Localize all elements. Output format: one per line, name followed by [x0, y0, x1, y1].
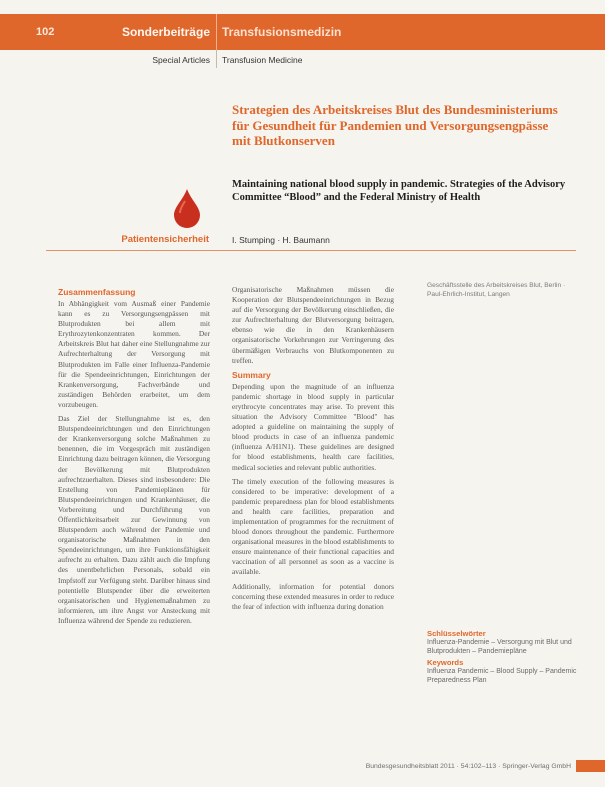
summary-paragraph: The timely execution of the following measures is considered to be imperative: development of a pandemic preparedness plan for blood establishments and health care facilities, preparation and implementation of programmes for the recruitment of blood donors throughout the pandemic. Furthermore organisational measures in the blood establishments to ensure maintenance of their functional capacities and vaccination of all personnel as soon as a vaccine is available.	[232, 476, 394, 577]
subheader-divider	[216, 50, 217, 68]
authors: I. Stumping · H. Baumann	[232, 235, 330, 245]
header-divider	[216, 14, 217, 50]
summary-heading: Summary	[232, 369, 271, 380]
section-label-de: Sonderbeiträge	[121, 25, 210, 39]
keywords-heading-en: Keywords	[427, 658, 464, 667]
blood-drop-icon	[172, 188, 202, 228]
abstract-column-en	[232, 285, 394, 616]
footer-accent-bar	[576, 760, 605, 772]
keywords-en: Influenza Pandemic – Blood Supply – Pandemic Preparedness Plan	[427, 668, 577, 684]
keywords-box	[427, 629, 577, 687]
journal-footer: Bundesgesundheitsblatt 2011 · 54:102–113 · Springer-Verlag GmbH	[365, 763, 571, 770]
section-label-en: Special Articles	[152, 55, 210, 65]
top-header-bar	[0, 14, 605, 50]
rubric-label: Patientensicherheit	[121, 234, 209, 245]
page-number: 102	[36, 26, 55, 38]
keywords-heading-de: Schlüsselwörter	[427, 629, 486, 638]
abstract-paragraph: Das Ziel der Stellungnahme ist es, den Blutspendeeinrichtungen und den Einrichtungen der Krankenversorgung solche Maßnahmen zu benennen, die im Vorgespräch mit zuständigen Einrichtung dazu beitragen können, die Versorgung der Bevölkerung mit Blutprodukten aufrechtzuerhalten. Dieses sind insbesondere: Die Erstellung von Pandemieplänen für Blutspendeeinrichtungen und Krankenhäuser, die Vorbereitung und Durchführung von Öffentlichkeitsarbeit zur Gewinnung von Blutspendern auch während der Pandemie und organisatorische Maßnahmen in den Spendeeinrichtungen, um ihre Funktionsfähigkeit aufrecht zu erhalten. Dazu zählt auch die Impfung des unentbehrlichen Personals, sobald ein Impfstoff zur Verfügung steht. Darüber hinaus sind potentielle Blutspender über die erweiterten organisatorischen und Hygienemaßnahmen zu informieren, um ihre Angst vor Ansteckung mit Influenza während der Spende zu reduzieren.	[58, 414, 211, 625]
abstract-paragraph: In Abhängigkeit vom Ausmaß einer Pandemie kann es zu Versorgungsengpässen mit Blutprodukten bei allem mit Erythrozytenkonzentraten kommen. Der Arbeitskreis Blut hat daher eine Stellungnahme zur Aufrechterhaltung der Versorgung mit Blutprodukten im Falle einer Influenza-Pandemie für die Spendeeinrichtungen, Einrichtungen der Krankenversorgung, Fachverbände und zuständigen Behörden erarbeitet, um dem vorzubeugen.	[58, 299, 210, 409]
abstract-heading-de: Zusammenfassung	[58, 287, 136, 297]
summary-paragraph: Additionally, information for potential donors concerning these extended measures in order to reduce the fear of infection with influenza during donation	[232, 581, 394, 611]
summary-paragraph: Depending upon the magnitude of an influenza pandemic shortage in blood supply in particular erythrocyte concentrates may arise. To prevent this situation the Advisory Committee "Blood" has adopted a guideline on maintaining the supply of blood products in case of an influenza pandemic (influenza A/H1N1). These guidelines are designed for blood establishments, health care facilities, medical societies and relevant public authorities.	[232, 381, 394, 472]
article-title-en: Maintaining national blood supply in pandemic. Strategies of the Advisory Committee “Blood” and the Federal Ministry of Health	[232, 179, 566, 203]
header-rule	[46, 250, 576, 251]
abstract-paragraph: Organisatorische Maßnahmen müssen die Kooperation der Blutspendeeinrichtungen in Bezug auf die Versorgung der Bevölkerung einschließen, die zur Aufrechterhaltung der Blutversorgung beitragen, ebenso wie die in den Krankenhäusern organisatorische Vorkehrungen zur Verringerung des übermäßigen Verbrauchs von Blutkomponenten zu treffen.	[232, 285, 394, 365]
category-label-en: Transfusion Medicine	[222, 55, 303, 65]
abstract-column-de	[58, 287, 210, 630]
article-title-de: Strategien des Arbeitskreises Blut des Bundesministeriums für Gesundheit für Pandemien und Versorgungsengpässe mit Blutkonserven	[232, 102, 558, 148]
keywords-de: Influenza-Pandemie – Versorgung mit Blut und Blutprodukten – Pandemiepläne	[427, 639, 572, 655]
author-affiliation: Geschäftsstelle des Arbeitskreises Blut, Berlin · Paul-Ehrlich-Institut, Langen	[427, 282, 566, 298]
category-label-de: Transfusionsmedizin	[222, 25, 342, 39]
